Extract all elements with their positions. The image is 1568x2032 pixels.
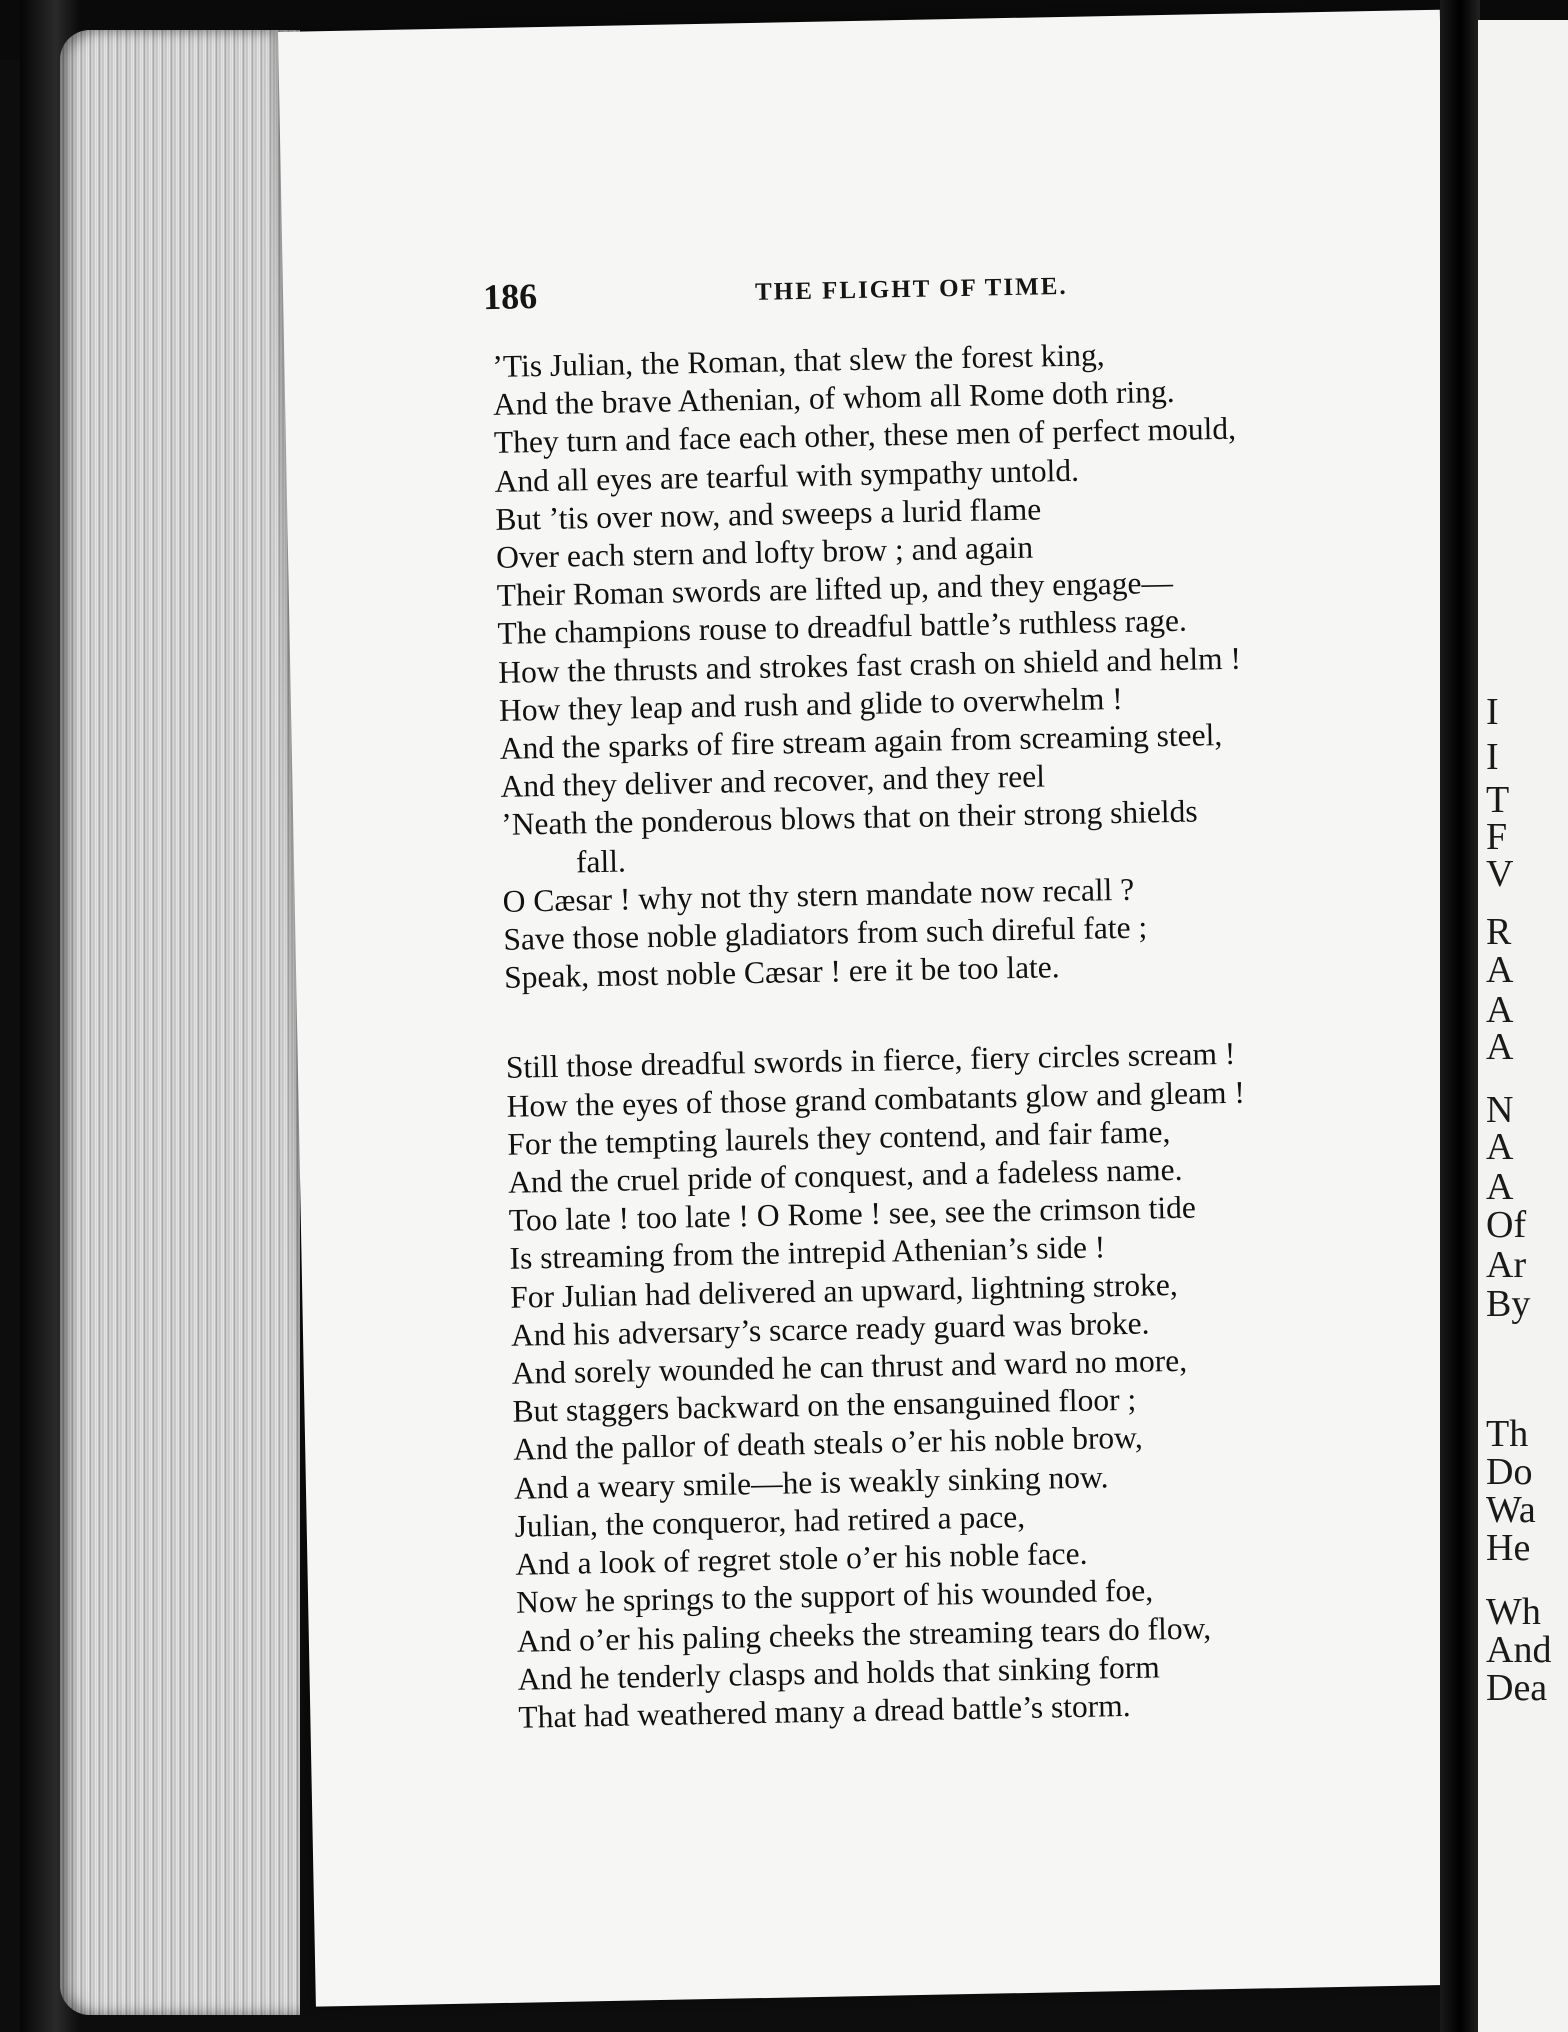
- poem-line: For Julian had delivered an upward, lightning stroke,: [509, 1266, 1179, 1315]
- facing-page-fragment: Do: [1486, 1451, 1533, 1493]
- stanza: [492, 331, 1404, 998]
- poem-line: Is streaming from the intrepid Athenian’s side !: [509, 1229, 1106, 1277]
- facing-page-fragment: I: [1486, 736, 1499, 778]
- poem-line: And the pallor of death steals o’er his noble brow,: [512, 1420, 1144, 1468]
- poem-line: How the eyes of those grand combatants glow and gleam !: [506, 1074, 1246, 1124]
- stacked-page-edges: [60, 30, 300, 2015]
- poem-line: But staggers backward on the ensanguined floor ;: [512, 1382, 1137, 1430]
- poem-line: Speak, most noble Cæsar ! ere it be too late.: [503, 949, 1060, 996]
- poem-line: ’Neath the ponderous blows that on their strong shields: [500, 793, 1198, 843]
- poem-line: And a look of regret stole o’er his noble face.: [515, 1535, 1088, 1582]
- poem-line: How they leap and rush and glide to overwhelm !: [498, 680, 1124, 728]
- running-title: THE FLIGHT OF TIME.: [754, 272, 1068, 306]
- facing-page-fragment: I: [1486, 691, 1499, 733]
- facing-page-fragment: T: [1486, 779, 1510, 821]
- poem-line: And sorely wounded he can thrust and ward no more,: [511, 1342, 1188, 1391]
- facing-page-fragment: He: [1486, 1527, 1531, 1569]
- poem-line: And all eyes are tearful with sympathy untold.: [494, 452, 1080, 499]
- poem-line: How the thrusts and strokes fast crash on shield and helm !: [497, 640, 1242, 690]
- stanza: [506, 1032, 1419, 1737]
- facing-page: [1478, 20, 1568, 2032]
- facing-page-fragment: V: [1486, 853, 1514, 895]
- poem-line: For the tempting laurels they contend, and fair fame,: [507, 1113, 1171, 1162]
- page-number: 186: [482, 276, 538, 318]
- facing-page-fragment: A: [1486, 989, 1514, 1031]
- poem-line: The champions rouse to dreadful battle’s ruthless rage.: [497, 603, 1188, 652]
- facing-page-fragment: By: [1486, 1283, 1531, 1325]
- poem-line: Julian, the conqueror, had retired a pace,: [514, 1498, 1026, 1544]
- poem-line: fall.: [575, 843, 627, 880]
- poem-line: Over each stern and lofty brow ; and again: [495, 529, 1034, 575]
- poem-body: [492, 331, 1419, 1737]
- poem-line: Save those noble gladiators from such direful fate ;: [503, 909, 1148, 957]
- poem-line: And o’er his paling cheeks the streaming tears do flow,: [516, 1609, 1212, 1659]
- poem-line: They turn and face each other, these men of perfect mould,: [493, 411, 1237, 461]
- facing-page-fragment: Of: [1486, 1204, 1527, 1246]
- facing-page-fragment: A: [1486, 1166, 1514, 1208]
- facing-page-fragment: F: [1486, 816, 1508, 858]
- facing-page-fragment: Th: [1486, 1413, 1529, 1455]
- book-gutter: [1440, 0, 1480, 2032]
- facing-page-fragment: A: [1486, 1126, 1514, 1168]
- poem-line: And he tenderly clasps and holds that sinking form: [517, 1649, 1161, 1697]
- poem-line: And the sparks of fire stream again from screaming steel,: [499, 717, 1223, 766]
- poem-line: And they deliver and recover, and they reel: [500, 758, 1046, 805]
- poem-line: But ’tis over now, and sweeps a lurid flame: [495, 491, 1042, 537]
- facing-page-fragment: Wa: [1486, 1489, 1536, 1531]
- facing-page-fragment: A: [1486, 949, 1514, 991]
- facing-page-fragment: And: [1486, 1629, 1552, 1671]
- poem-line: That had weathered many a dread battle’s storm.: [518, 1687, 1131, 1735]
- facing-page-fragment: R: [1486, 911, 1512, 953]
- poem-line: Their Roman swords are lifted up, and they engage—: [496, 565, 1174, 614]
- facing-page-fragment: Wh: [1486, 1591, 1541, 1633]
- poem-line: Still those dreadful swords in fierce, fiery circles scream !: [505, 1036, 1236, 1086]
- facing-page-fragment: A: [1486, 1026, 1514, 1068]
- poem-line: And his adversary’s scarce ready guard was broke.: [510, 1305, 1150, 1353]
- poem-line: ’Tis Julian, the Roman, that slew the forest king,: [492, 337, 1105, 384]
- poem-line: O Cæsar ! why not thy stern mandate now recall ?: [502, 871, 1135, 919]
- page-header: [483, 259, 1384, 336]
- facing-page-fragment: N: [1486, 1089, 1514, 1131]
- poem-line: And a weary smile—he is weakly sinking now.: [513, 1459, 1109, 1506]
- poem-line: And the brave Athenian, of whom all Rome doth ring.: [492, 374, 1175, 423]
- poem-line: Too late ! too late ! O Rome ! see, see the crimson tide: [508, 1189, 1197, 1239]
- facing-page-fragment: Ar: [1486, 1244, 1527, 1286]
- poem-line: Now he springs to the support of his wounded foe,: [515, 1572, 1154, 1621]
- book-page: [278, 10, 1478, 2007]
- facing-page-fragment: Dea: [1486, 1667, 1548, 1709]
- poem-line: And the cruel pride of conquest, and a fadeless name.: [507, 1151, 1183, 1200]
